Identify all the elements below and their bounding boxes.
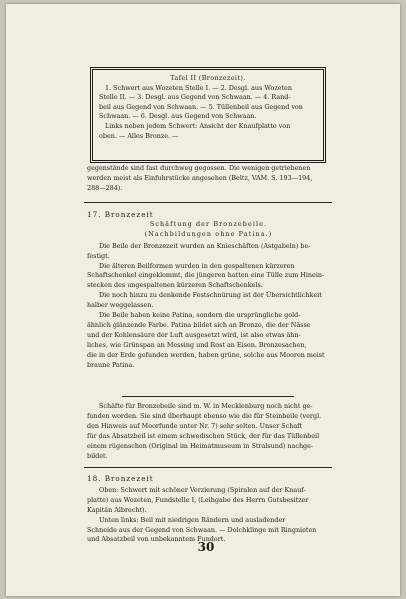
text-line: ähnlich glänzende Farbe. Patina bildet sich an Bronze, die der Nässe	[87, 320, 311, 329]
plate-caption-line: Schwaan. — 6. Desgl. aus Gegend von Schwaan.	[99, 112, 257, 121]
text-line: platte) aus Wozeten, Fundstelle I, (Leihgabe des Herrn Gutsbesitzer	[87, 495, 309, 504]
text-line: die in der Erde gefunden werden, haben grüne, solche aus Mooren meist	[87, 350, 325, 359]
plate-caption-line: Links neben jedem Schwert: Ansicht der Knaufplatte von	[105, 121, 291, 130]
plate-caption-box	[90, 67, 326, 163]
plate-caption-line: oben. — Alles Bronze. —	[99, 131, 179, 140]
section-divider	[84, 467, 332, 468]
section-17-subtitle: Schäftung der Bronzebeile.	[149, 219, 268, 228]
text-line: Schaftschenkel eingeklemmt, die jüngeren hatten eine Tülle zum Hinein-	[87, 271, 325, 280]
text-line: den Hinweis auf Moorfunde unter Nr. 7) sehr selten. Unser Schaft	[87, 421, 303, 430]
page-number: 30	[197, 540, 215, 554]
text-line: für das Absatzbeil ist einem schwedischen Stück, der für das Tüllenbeil	[87, 431, 320, 440]
text-line: einem rügenschen (Original im Heimatmuseum in Stralsund) nachge-	[87, 441, 314, 450]
text-line: Schäfte für Bronzebeile sind m. W. in Mecklenburg noch nicht ge-	[99, 402, 313, 410]
text-line: 288—284).	[87, 183, 123, 192]
section-18-title: 18. Bronzezeit	[87, 474, 154, 483]
text-line: Schneide aus der Gegend von Schwaan. — Dolchklinge mit Ringnieten	[87, 525, 317, 534]
section-divider	[122, 396, 294, 397]
plate-caption-line: 1. Schwert aus Wozeten Stelle I. — 2. Desgl. aus Wozeten	[105, 83, 292, 92]
text-line: Unten links: Beil mit niedrigen Rändern und ausladender	[99, 515, 286, 524]
plate-caption-line: Stelle II. — 3. Desgl. aus Gegend von Schwaan. — 4. Rand-	[99, 93, 291, 102]
text-line: Die älteren Beilformen wurden in den gespaltenen kürzeren	[99, 261, 295, 270]
text-line: funden worden. Sie sind überhaupt ebenso wie die für Steinbeile (vergl.	[87, 411, 322, 420]
text-line: gegenstände sind fast durchweg gegossen. Die wenigen getriebenen	[87, 164, 311, 172]
plate-caption-title: Tafel II (Bronzezeit).	[170, 74, 246, 82]
text-line: bildet.	[87, 451, 108, 460]
section-divider	[84, 202, 332, 203]
text-line: festigt.	[87, 251, 110, 260]
text-line: Die noch hinzu zu denkende Festschnürung ist der Übersichtlichkeit	[99, 291, 322, 300]
section-18	[87, 474, 330, 545]
text-line: stecken des ungespaltenen kürzeren Schaftschenkels.	[87, 281, 263, 290]
section-17	[87, 210, 330, 371]
text-line: werden meist als Einfuhrstücke angesehen (Beltz, VAM. S. 193—194,	[87, 173, 313, 182]
text-line: Oben: Schwert mit schöner Verzierung (Spiralen auf der Knauf-	[99, 485, 306, 494]
text-line: halber weggelassen.	[87, 301, 154, 310]
text-line: Die Beile haben keine Patina, sondern die ursprüngliche gold-	[99, 311, 301, 320]
intro-paragraph	[87, 164, 330, 194]
text-line: und Absatzbeil von unbekanntem Fundort.	[87, 535, 226, 544]
text-line: liches, wie Grünspan an Messing und Rost an Eisen. Bronzesachen,	[87, 340, 307, 349]
text-line: Die Beile der Bronzezeit wurden an Knieschäften (Astgabeln) be-	[99, 241, 311, 250]
section-17-subtitle-note: (Nachbildungen ohne Patina.)	[144, 229, 273, 238]
text-line: und der Kohlensäure der Luft ausgesetzt wird, ist also etwas ähn-	[87, 330, 301, 339]
text-line: Kapitän Albrecht).	[87, 505, 147, 514]
section-17-note	[87, 402, 330, 461]
plate-caption-line: beil aus Gegend von Schwaan. — 5. Tüllenbeil aus Gegend von	[99, 102, 303, 111]
text-line: braune Patina.	[87, 360, 135, 369]
section-17-title: 17. Bronzezeit	[87, 210, 154, 219]
book-page	[6, 4, 400, 596]
